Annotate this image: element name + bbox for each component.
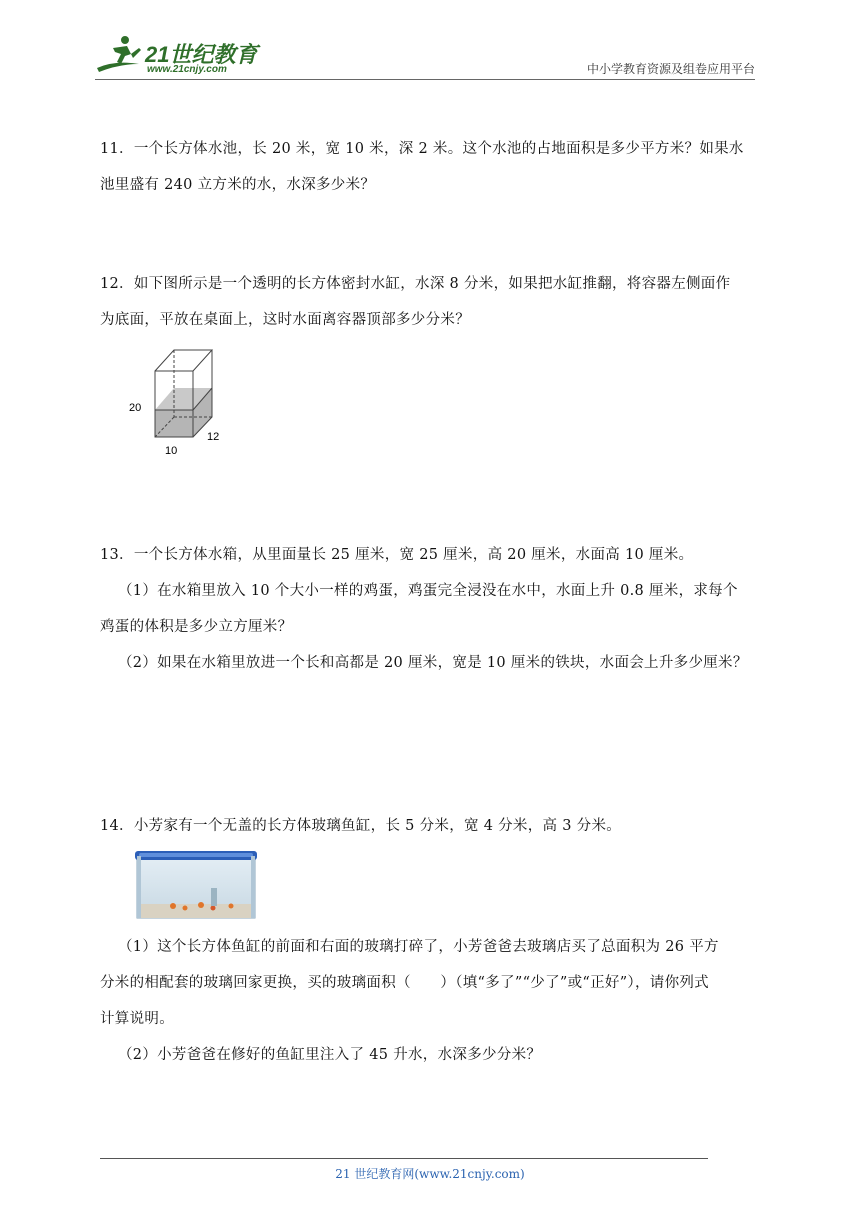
- question-text: 13．一个长方体水箱，从里面量长 25 厘米，宽 25 厘米，高 20 厘米，水面高 10 厘米。: [100, 547, 694, 563]
- question-text: 12．如下图所示是一个透明的长方体密封水缸，水深 8 分米，如果把水缸推翻，将容器左侧面作: [100, 276, 731, 292]
- question-12: [100, 266, 760, 338]
- question-11: [100, 131, 760, 203]
- sub-question-2: （2）如果在水箱里放进一个长和高都是 20 厘米，宽是 10 厘米的铁块，水面会上升多少厘米？: [118, 655, 748, 671]
- page-header: [95, 28, 755, 80]
- logo-url: www.21cnjy.com: [147, 64, 227, 75]
- question-13: [100, 537, 760, 681]
- footer-divider: [100, 1158, 708, 1159]
- question-text: 池里盛有 240 立方米的水，水深多少米？: [100, 177, 376, 193]
- header-slogan: 中小学教育资源及组卷应用平台: [586, 62, 755, 76]
- sub-question-1-cont: 分米的相配套的玻璃回家更换，买的玻璃面积（ ）（填“多了”“少了”或“正好”），请你列式: [100, 975, 709, 991]
- fish-tank-photo: [133, 848, 259, 920]
- width-label: 10: [165, 445, 178, 457]
- question-text: 11．一个长方体水池，长 20 米，宽 10 米，深 2 米。这个水池的占地面积是多少平方米？如果水: [100, 141, 744, 157]
- logo-text: 21世纪教育: [145, 42, 258, 67]
- logo: [95, 34, 265, 78]
- sub-question-1: （1）在水箱里放入 10 个大小一样的鸡蛋，鸡蛋完全浸没在水中，水面上升 0.8 厘米，求每个: [118, 583, 738, 599]
- runner-logo-icon: [95, 34, 145, 78]
- question-text: 为底面，平放在桌面上，这时水面离容器顶部多少分米？: [100, 312, 470, 328]
- header-divider: [95, 79, 755, 80]
- footer-text: 21 世纪教育网(www.21cnjy.com): [335, 1167, 525, 1181]
- height-label: 20: [129, 402, 142, 414]
- sub-question-2: （2）小芳爸爸在修好的鱼缸里注入了 45 升水，水深多少分米？: [118, 1047, 542, 1063]
- sub-question-1: （1）这个长方体鱼缸的前面和右面的玻璃打碎了，小芳爸爸去玻璃店买了总面积为 26 平方: [118, 939, 719, 955]
- water-tank-figure: [125, 340, 235, 465]
- sub-question-1-cont: 计算说明。: [100, 1011, 174, 1027]
- question-text: 14．小芳家有一个无盖的长方体玻璃鱼缸，长 5 分米，宽 4 分米，高 3 分米。: [100, 818, 622, 834]
- depth-label: 12: [207, 431, 220, 443]
- sub-question-1-cont: 鸡蛋的体积是多少立方厘米？: [100, 619, 293, 635]
- question-14: [100, 808, 760, 844]
- question-14-subparts: [100, 929, 760, 1073]
